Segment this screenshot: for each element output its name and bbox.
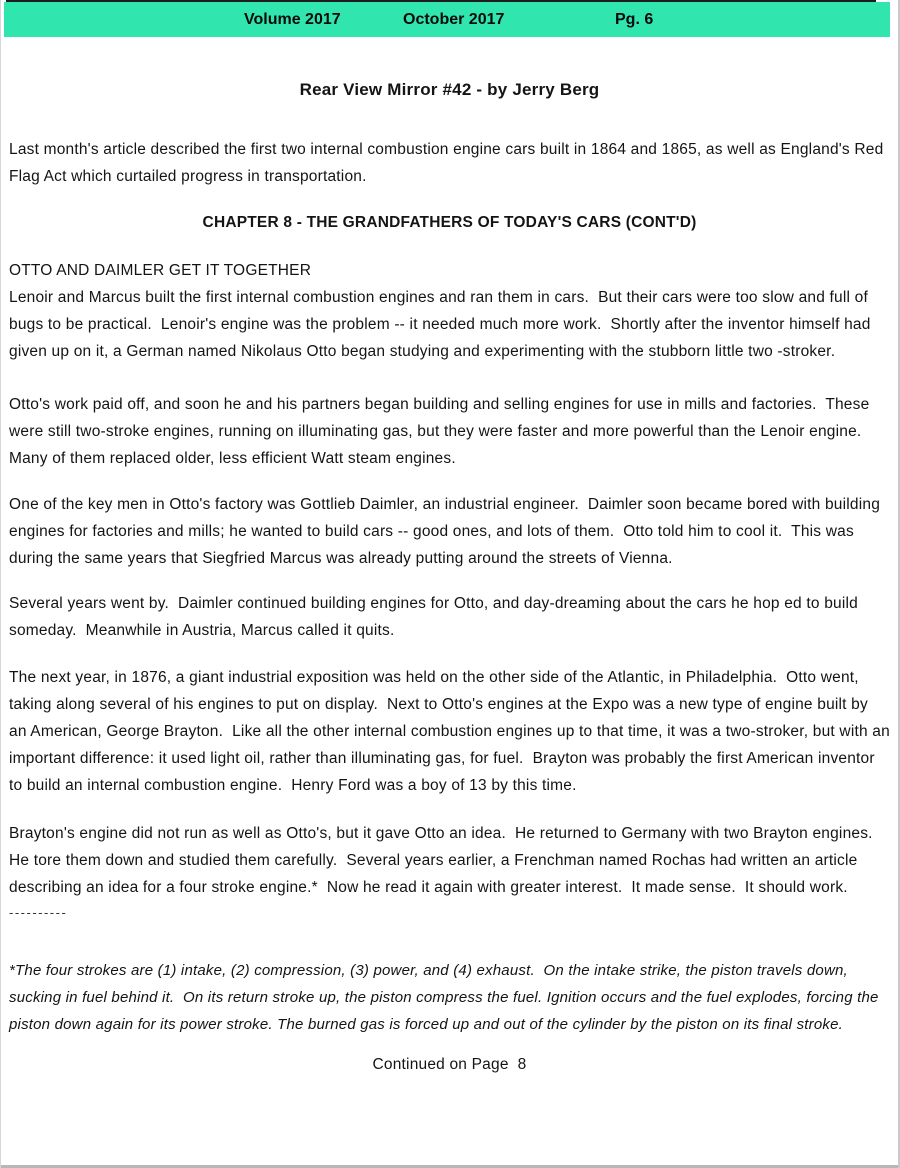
- article-body: [1, 37, 898, 1078]
- section-heading: OTTO AND DAIMLER GET IT TOGETHER: [9, 262, 312, 279]
- paragraph-several-years: Several years went by. Daimler continued building engines for Otto, and day-dreaming about the cars he hop ed to build someday. Meanwhile in Austria, Marcus called it quits.: [9, 595, 863, 639]
- section-block: [9, 257, 890, 365]
- intro-paragraph: Last month's article described the first two internal combustion engine cars built in 1864 and 1865, as well as England's Red Flag Act which curtailed progress in transportation.: [9, 141, 888, 185]
- paragraph-lenoir-marcus: Lenoir and Marcus built the first internal combustion engines and ran them in cars. But their cars were too slow and full of bugs to be practical. Lenoir's engine was the problem -- it needed much more work. Shortly after the inventor himself had given up on it, a German named Nikolaus Otto began studying and experimenting with the stubborn little two -stroker.: [9, 289, 876, 360]
- paragraph-philadelphia-expo: The next year, in 1876, a giant industrial exposition was held on the other side of the Atlantic, in Philadelphia. Otto went, taking along several of his engines to put on display. Next to Otto's engines at the Expo was a new type of engine built by an American, George Brayton. Like all the other internal combustion engines up to that time, it was a two-stroker, but with an important difference: it used light oil, rather than illuminating gas, for fuel. Brayton was probably the first American inventor to build an internal combustion engine. Henry Ford was a boy of 13 by this time.: [9, 669, 895, 794]
- paragraph-otto-work: Otto's work paid off, and soon he and his partners began building and selling engines for use in mills and factories. These were still two-stroke engines, running on illuminating gas, but they were faster and more powerful than the Lenoir engine. Many of them replaced older, less efficient Watt steam engines.: [9, 396, 874, 467]
- paragraph-daimler: One of the key men in Otto's factory was Gottlieb Daimler, an industrial engineer. Daimler soon became bored with building engines for factories and mills; he wanted to build cars -- good ones, and lots of them. Otto told him to cool it. This was during the same years that Siegfried Marcus was already putting around the streets of Vienna.: [9, 496, 885, 567]
- volume-label: Volume 2017: [244, 11, 341, 28]
- paragraph-brayton: Brayton's engine did not run as well as Otto's, but it gave Otto an idea. He returned to Germany with two Brayton engines. He tore them down and studied them carefully. Several years earlier, a Frenchman named Rochas had written an article describing an idea for a four stroke engine.* Now he read it again with greater interest. It made sense. It should work.: [9, 825, 882, 896]
- issue-month-label: October 2017: [403, 11, 505, 28]
- newsletter-header-bar: [4, 2, 890, 37]
- page-number-label: Pg. 6: [615, 11, 654, 28]
- footnote-text: *The four strokes are (1) intake, (2) compression, (3) power, and (4) exhaust. On the intake strike, the piston travels down, sucking in fuel behind it. On its return stroke up, the piston compress the fuel. Ignition occurs and the fuel explodes, forcing the piston down again for its power stroke. The burned gas is forced up and out of the cylinder by the piston on its final stroke.: [9, 962, 883, 1033]
- chapter-heading: CHAPTER 8 - THE GRANDFATHERS OF TODAY'S CARS (CONT'D): [202, 214, 697, 231]
- article-title: Rear View Mirror #42 - by Jerry Berg: [299, 80, 600, 99]
- footnote-separator: ----------: [9, 905, 68, 920]
- continued-on-page-label: Continued on Page 8: [372, 1056, 527, 1073]
